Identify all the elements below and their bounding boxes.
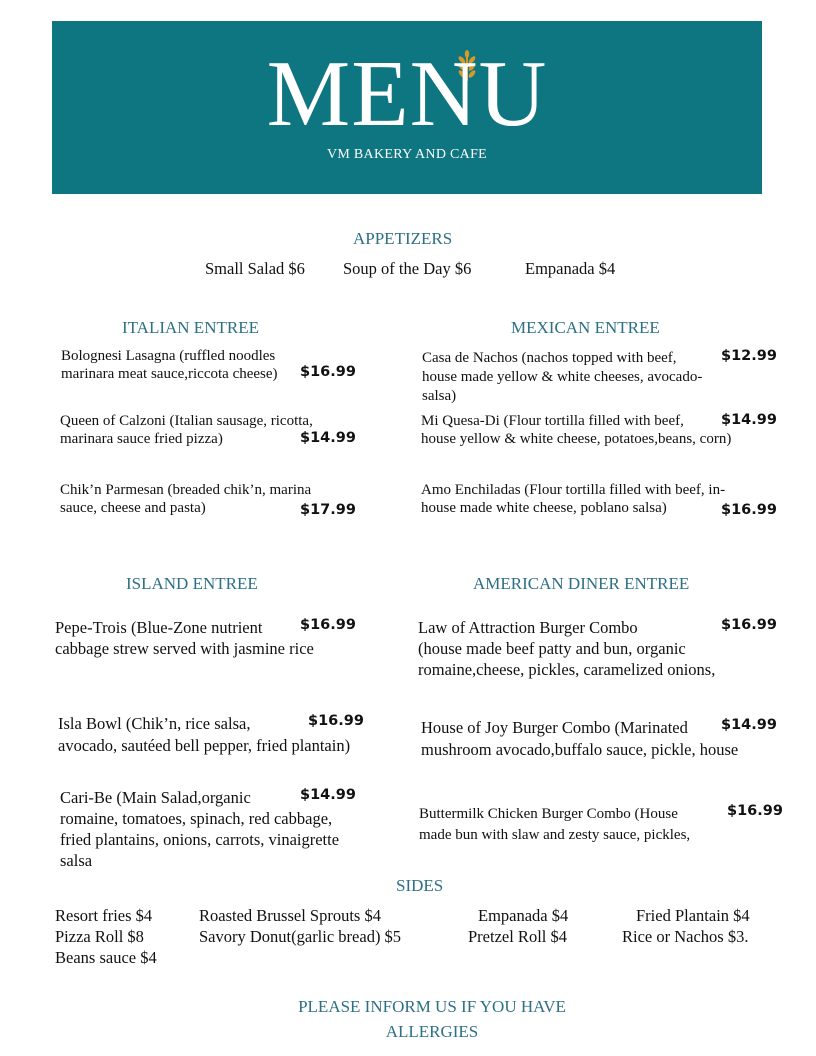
- italian-entree-heading: ITALIAN ENTREE: [122, 318, 259, 337]
- allergy-notice-line: ALLERGIES: [385, 1022, 479, 1041]
- menu-item-desc: Law of Attraction Burger Combo: [418, 618, 638, 637]
- menu-item-price: $16.99: [721, 617, 777, 633]
- menu-item-price: $12.99: [721, 348, 777, 364]
- side-item: Resort fries $4: [55, 906, 153, 925]
- menu-item-desc: romaine, tomatoes, spinach, red cabbage,: [60, 809, 333, 828]
- menu-item-desc: house yellow & white cheese, potatoes,beans, corn): [421, 431, 732, 447]
- menu-item-desc: cabbage strew served with jasmine rice: [55, 639, 314, 658]
- menu-item-price: $16.99: [300, 364, 356, 380]
- menu-item-desc: Bolognesi Lasagna (ruffled noodles: [61, 348, 276, 364]
- appetizer-item: Soup of the Day $6: [343, 259, 472, 278]
- menu-title: MENU: [266, 42, 548, 146]
- menu-item-desc: Buttermilk Chicken Burger Combo (House: [419, 806, 678, 822]
- menu-item-desc: mushroom avocado,buffalo sauce, pickle, house: [421, 740, 739, 759]
- menu-item-desc: house made white cheese, poblano salsa): [421, 500, 667, 516]
- menu-item-price: $14.99: [300, 787, 356, 803]
- menu-item-desc: Isla Bowl (Chik’n, rice salsa,: [58, 714, 251, 733]
- side-item: Rice or Nachos $3.: [622, 927, 749, 946]
- island-entree-heading: ISLAND ENTREE: [126, 574, 258, 593]
- menu-item-price: $16.99: [727, 803, 783, 819]
- side-item: Beans sauce $4: [55, 948, 157, 967]
- menu-item-price: $16.99: [308, 713, 364, 729]
- appetizers-heading: APPETIZERS: [353, 229, 453, 248]
- appetizer-item: Small Salad $6: [205, 259, 305, 278]
- menu-item-desc: romaine,cheese, pickles, caramelized onions,: [418, 660, 716, 679]
- sides-heading: SIDES: [396, 876, 444, 895]
- menu-item-desc: Mi Quesa-Di (Flour tortilla filled with beef,: [421, 413, 684, 429]
- menu-item-desc: avocado, sautéed bell pepper, fried plantain): [58, 736, 351, 755]
- menu-item-desc: House of Joy Burger Combo (Marinated: [421, 718, 688, 737]
- menu-item-desc: Pepe-Trois (Blue-Zone nutrient: [55, 618, 263, 637]
- menu-item-desc: sauce, cheese and pasta): [60, 500, 206, 516]
- menu-item-desc: made bun with slaw and zesty sauce, pickles,: [419, 827, 691, 843]
- menu-item-price: $14.99: [721, 717, 777, 733]
- menu-item-desc: Cari-Be (Main Salad,organic: [60, 788, 251, 807]
- menu-item-desc: Chik’n Parmesan (breaded chik’n, marina: [60, 482, 312, 498]
- allergy-notice-line: PLEASE INFORM US IF YOU HAVE: [298, 997, 566, 1016]
- menu-item-desc: (house made beef patty and bun, organic: [418, 639, 686, 658]
- side-item: Empanada $4: [478, 906, 569, 925]
- menu-item-desc: Casa de Nachos (nachos topped with beef,: [422, 350, 677, 366]
- menu-item-desc: salsa: [60, 851, 93, 870]
- american-entree-heading: AMERICAN DINER ENTREE: [473, 574, 690, 593]
- cafe-subtitle: VM BAKERY AND CAFE: [326, 147, 488, 162]
- menu-item-desc: house made yellow & white cheeses, avocado-: [422, 369, 703, 385]
- menu-item-desc: salsa): [422, 388, 457, 404]
- menu-item-price: $17.99: [300, 502, 356, 518]
- menu-item-price: $14.99: [300, 430, 356, 446]
- header-banner: [52, 21, 762, 194]
- side-item: Roasted Brussel Sprouts $4: [199, 906, 381, 925]
- menu-item-price: $14.99: [721, 412, 777, 428]
- menu-item-desc: marinara meat sauce,riccota cheese): [61, 366, 278, 382]
- mexican-entree-heading: MEXICAN ENTREE: [511, 318, 660, 337]
- menu-item-desc: marinara sauce fried pizza): [60, 431, 223, 447]
- side-item: Pretzel Roll $4: [468, 927, 567, 946]
- menu-item-price: $16.99: [300, 617, 356, 633]
- menu-item-price: $16.99: [721, 502, 777, 518]
- side-item: Fried Plantain $4: [636, 906, 750, 925]
- side-item: Pizza Roll $8: [55, 927, 144, 946]
- appetizer-item: Empanada $4: [525, 259, 616, 278]
- side-item: Savory Donut(garlic bread) $5: [199, 927, 402, 946]
- menu-item-desc: fried plantains, onions, carrots, vinaigrette: [60, 830, 340, 849]
- menu-item-desc: Queen of Calzoni (Italian sausage, ricotta,: [60, 413, 313, 429]
- menu-item-desc: Amo Enchiladas (Flour tortilla filled with beef, in-: [421, 482, 726, 498]
